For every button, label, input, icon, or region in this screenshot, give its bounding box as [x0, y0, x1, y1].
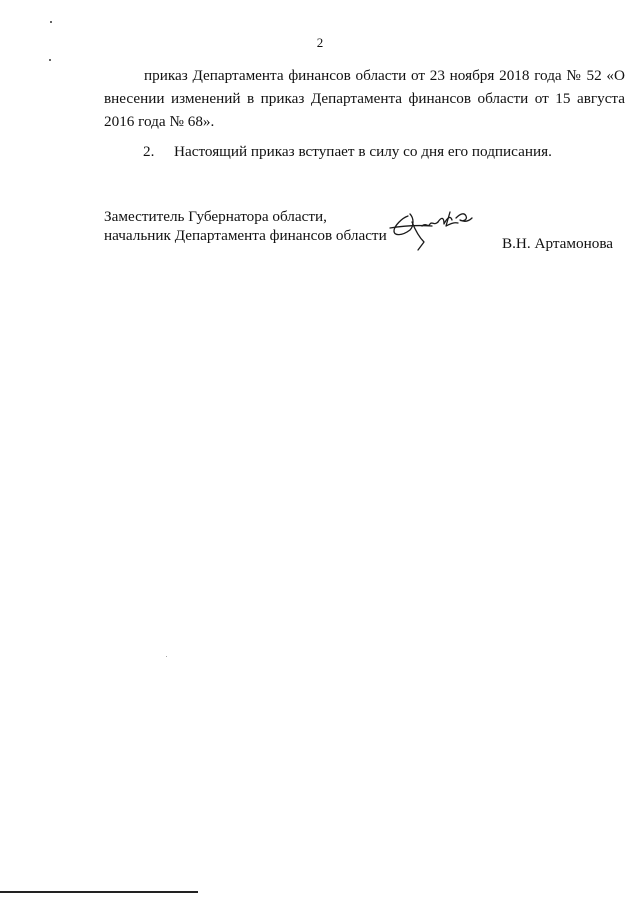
paragraph-2-number: 2.	[143, 143, 155, 160]
paragraph-1-line-1: приказ Департамента финансов области от 23 ноября 2018 года № 52 «О	[144, 67, 625, 84]
paragraph-1-line-2: внесении изменений в приказ Департамента финансов области от 15 августа	[104, 90, 625, 107]
paragraph-1-line-3: 2016 года № 68».	[104, 113, 215, 130]
scan-speck	[166, 656, 167, 657]
handwritten-signature	[388, 204, 474, 254]
signatory-name: В.Н. Артамонова	[502, 235, 614, 252]
paragraph-2-text: Настоящий приказ вступает в силу со дня его подписания.	[174, 143, 552, 160]
scan-speck	[49, 59, 51, 61]
signatory-position	[104, 207, 387, 245]
signatory-position-line-1: Заместитель Губернатора области,	[104, 208, 327, 225]
page-number: 2	[316, 35, 324, 50]
paragraph-1	[104, 64, 625, 133]
paragraph-2	[143, 140, 552, 163]
scan-speck	[50, 21, 52, 23]
footer-rule	[0, 891, 198, 893]
signatory-position-line-2: начальник Департамента финансов области	[104, 227, 387, 244]
